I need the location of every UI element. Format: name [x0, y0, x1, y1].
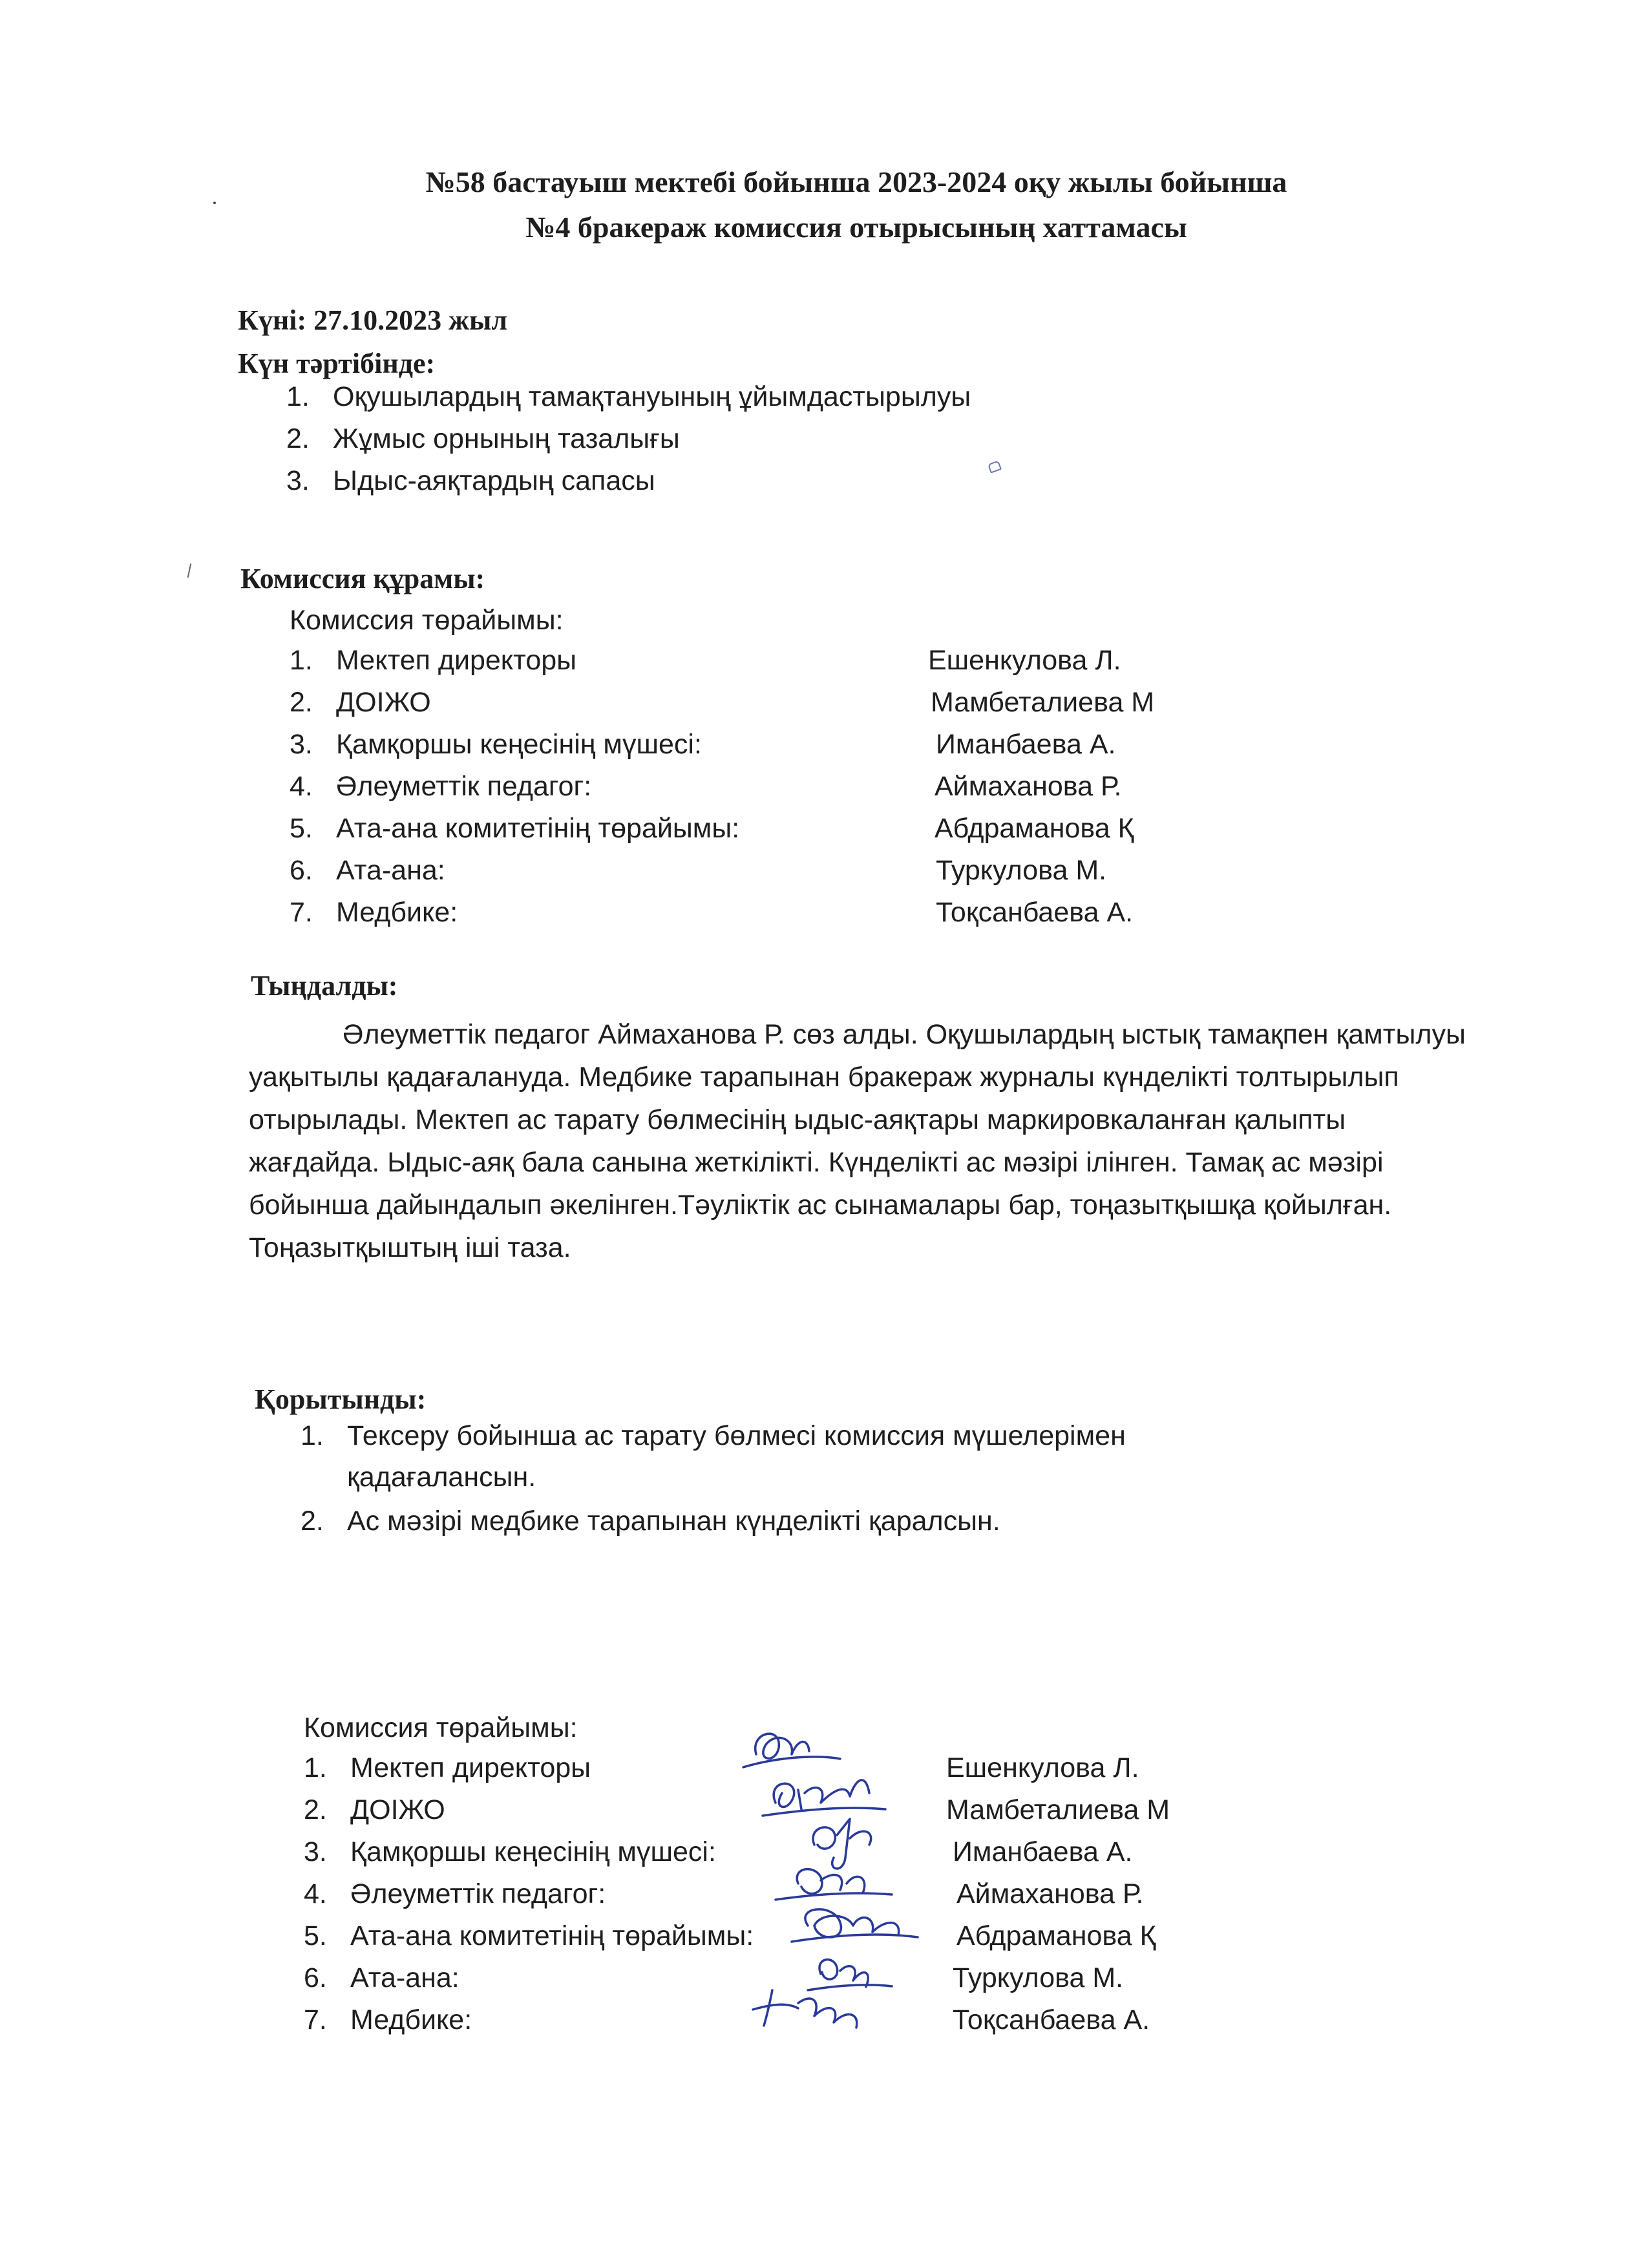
conclusion-item-1-number: 1.: [301, 1420, 324, 1451]
signature-chair-label: Комиссия төрайымы:: [304, 1712, 578, 1743]
signature-social-pedagog: [776, 1869, 892, 1900]
scan-speck: [988, 460, 1002, 473]
heard-paragraph: Әлеуметтік педагог Аймаханова Р. сөз алды. Оқушылардың ыстық тамақпен қамтылуы уақытылы қадағалануда. Медбике тарапынан бракераж журналы күнделікті толтырылып отырылады. Мектеп ас тарату бөлмесінің ыдыс-аяқтары маркировкаланған қалыпты жағдайда. Ыдыс-аяқ бала санына жеткілікті. Күнделікті ас мәзірі ілінген. Тамақ ас мәзірі бойынша дайындалып әкелінген.Тәуліктік ас сынамалары бар, тоңазытқышқа қойылған. Тоңазытқыштың іші таза.: [249, 1019, 1466, 1263]
commission-members-list: [290, 645, 1259, 939]
conclusion-item-2-number: 2.: [301, 1506, 324, 1537]
conclusion-item-2-line1: Ас мәзірі медбике тарапынан күнделікті қаралсын.: [347, 1506, 1000, 1537]
document-title-line2: №4 бракераж комиссия отырысының хаттамасы: [525, 211, 1187, 244]
document-page: №58 бастауыш мектебі бойынша 2023-2024 оқу жылы бойынша №4 бракераж комиссия отырысының хаттамасы Күні: 27.10.2023 жыл Күн тәртібінде: 1. Оқушылардың тамақтануының ұйымдастырылуы 2. Жұмыс орнының тазалығы 3. Ыдыс-аяқтардың сапасы Комиссия құрамы: Комиссия төрайымы: 1. Мектеп директоры Ешенкулова Л. 2. ДОІЖО Мамбеталиева М 3. Қамқоршы кеңесінің мүшесі: Иманбаева А. 4. Әлеуметтік педагог: Аймаханова Р. 5. Ата-ана комитетінің төрайымы: Абдраманова Қ 6. Ата-ана: Туркулова М. 7. Медбике: Тоқсанбаева А. Тыңдалды: Әлеуметтік педагог Аймаханова Р. сөз алды. Оқушылардың ыстық тамақпен қамтылуы уақытылы қадағалануда. Медбике тарапынан бракераж журналы күнделікті толтырылып отырылады. Мектеп ас тарату бөлмесінің ыдыс-аяқтары маркировкаланған қалыпты жағдайда. Ыдыс-аяқ бала санына жеткілікті. Күнделікті ас мәзірі ілінген. Тамақ ас мәзірі бойынша дайындалып әкелінген.Тәуліктік ас сынамалары бар, тоңазытқышқа қойылған. Тоңазытқыштың іші таза. Қорытынды: 1. Тексеру бойынша ас тарату бөлмесі комиссия мүшелерімен қадағалансын. 2. Ас мәзірі медбике тарапынан күнделікті қаралсын. Комиссия төрайымы: 1. Мектеп директоры Ешенкулова Л. 2. ДОІЖО Мамбеталиева М 3. Қамқоршы кеңесінің мүшесі: Иманбаева А. 4. Әлеуметтік педагог: Аймаханова Р. 5. Ата-ана комитетінің төрайымы: Абдраманова Қ 6. Ата-ана: Туркулова М. 7. Медбике: Тоқсанбаева А.: [0, 0, 1648, 2268]
signature-row: 2. ДОІЖО Мамбеталиева М: [304, 1794, 1170, 1825]
signature-row: 1. Мектеп директоры Ешенкулова Л.: [304, 1752, 1139, 1783]
commission-chair-label: Комиссия төрайымы:: [290, 605, 564, 636]
signature-director: [743, 1734, 840, 1767]
scan-speck: [213, 202, 216, 204]
commission-member: 5. Ата-ана комитетінің төрайымы: Абдраманова Қ: [290, 813, 1134, 844]
signature-parent-committee: [792, 1909, 918, 1942]
heard-heading: Тыңдалды:: [251, 970, 398, 1002]
signature-nurse: [753, 1990, 857, 2028]
commission-member: 3. Қамқоршы кеңесінің мүшесі: Иманбаева А.: [290, 729, 1116, 760]
signature-row: 6. Ата-ана: Туркулова М.: [304, 1962, 1124, 1993]
scan-speck: [187, 563, 192, 578]
handwritten-signatures: [737, 1719, 956, 2029]
document-title-line1: №58 бастауыш мектебі бойынша 2023-2024 оқу жылы бойынша: [425, 165, 1287, 198]
meeting-date: Күні: 27.10.2023 жыл: [238, 304, 508, 336]
conclusion-item-1-line2: қадағалансын.: [347, 1462, 536, 1493]
commission-member: 4. Әлеуметтік педагог: Аймаханова Р.: [290, 771, 1122, 802]
commission-member: 2. ДОІЖО Мамбеталиева М: [290, 687, 1155, 718]
signature-parent: [808, 1960, 892, 1990]
commission-member: 7. Медбике: Тоқсанбаева А.: [290, 897, 1134, 928]
signature-row: 3. Қамқоршы кеңесінің мүшесі: Иманбаева А.: [304, 1836, 1133, 1867]
commission-member: 1. Мектеп директоры Ешенкулова Л.: [290, 645, 1121, 676]
signature-trustee: [813, 1819, 871, 1869]
conclusion-heading: Қорытынды:: [255, 1383, 427, 1415]
commission-heading: Комиссия құрамы:: [240, 563, 485, 594]
conclusion-item-1-line1: Тексеру бойынша ас тарату бөлмесі комиссия мүшелерімен: [347, 1420, 1126, 1451]
signature-row: 4. Әлеуметтік педагог: Аймаханова Р.: [304, 1878, 1144, 1909]
signature-row: 7. Медбике: Тоқсанбаева А.: [304, 2004, 1150, 2035]
signature-row: 5. Ата-ана комитетінің төрайымы: Абдраманова Қ: [304, 1920, 1156, 1951]
commission-member: 6. Ата-ана: Туркулова М.: [290, 855, 1107, 886]
signature-doizho: [763, 1780, 885, 1816]
agenda-heading: Күн тәртібінде:: [238, 348, 436, 379]
